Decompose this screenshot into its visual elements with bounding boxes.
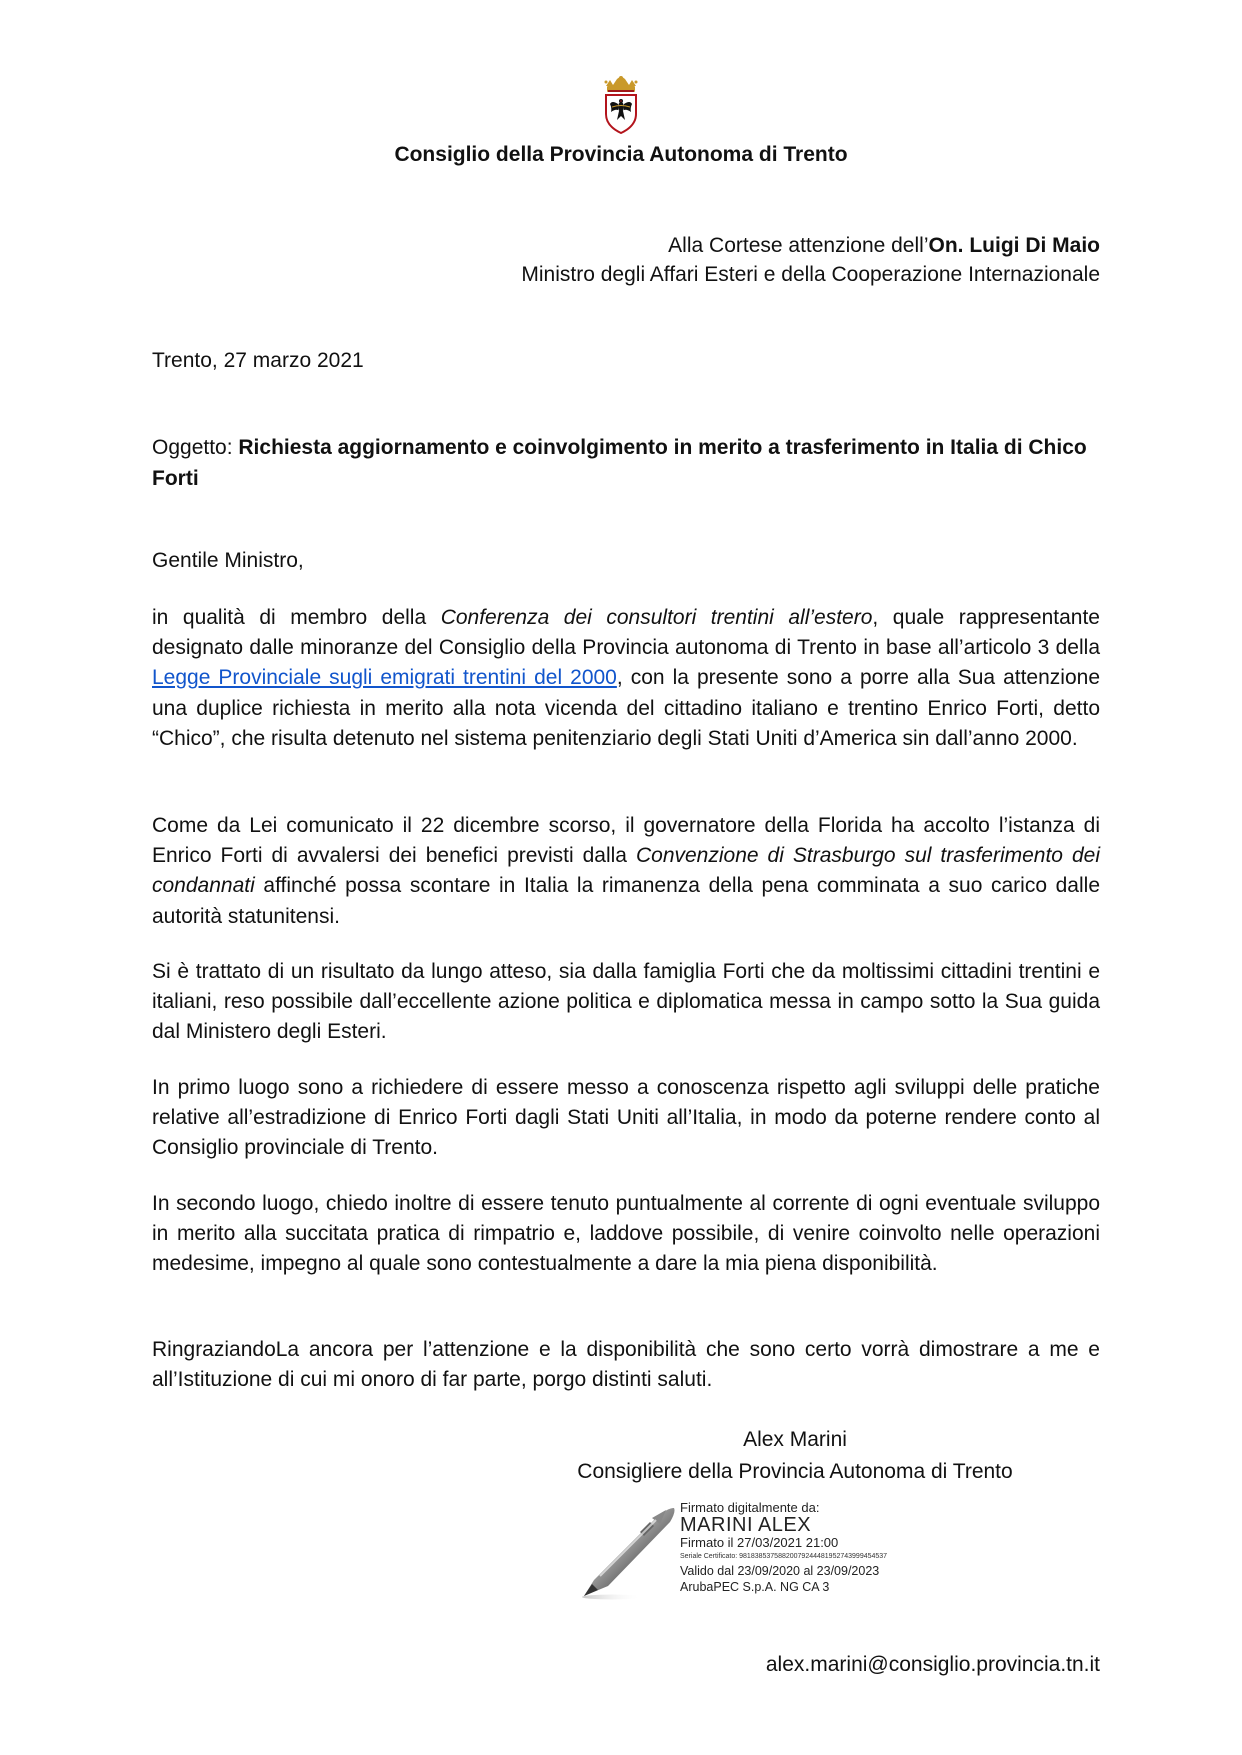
subject-label: Oggetto: [152,436,239,459]
salutation: Gentile Ministro, [152,549,304,572]
contact-email[interactable]: alex.marini@consiglio.provincia.tn.it [765,1653,1100,1676]
subject-text: Richiesta aggiornamento e coinvolgimento in merito a trasferimento in Italia di Chico Forti [152,436,1087,490]
organization-title: Consiglio della Provincia Autonoma di Trento [394,143,848,166]
certificate-validity: Valido dal 23/09/2020 al 23/09/2023 [680,1564,880,1578]
signer-name: MARINI ALEX [680,1514,812,1536]
italic-text: Convenzione di Strasburgo sul trasferimento dei condannati [152,844,1100,898]
body-paragraph: In primo luogo sono a richiedere di essere messo a conoscenza rispetto agli sviluppi delle pratiche relative all’estradizione di Enrico Forti dagli Stati Uniti all’Italia, in modo da poterne rendere conto al Consiglio provinciale di Trento. [152,1076,1100,1160]
text-run: Come da Lei comunicato il 22 dicembre scorso, il governatore della Florida ha accolto l’istanza di Enrico Forti di avvalersi dei benefici previsti dalla [152,814,1100,868]
text-run: affinché possa scontare in Italia la rimanenza della pena comminata a suo carico dalle autorità statunitensi. [152,874,1100,928]
letter-subject [152,432,1100,494]
closing-paragraph: RingraziandoLa ancora per l’attenzione e la disponibilità che sono certo vorrà dimostrare a me e all’Istituzione di cui mi onoro di far parte, porgo distinti saluti. [152,1338,1100,1392]
pen-icon [580,1502,680,1602]
signatory-name: Alex Marini [743,1428,847,1451]
recipient-prefix: Alla Cortese attenzione dell’ [668,234,929,257]
certificate-issuer: ArubaPEC S.p.A. NG CA 3 [680,1580,830,1594]
digital-signature-block [680,1500,887,1595]
signed-on: Firmato il 27/03/2021 21:00 [680,1535,839,1550]
text-run: , con la presente sono a porre alla Sua attenzione una duplice richiesta in merito alla nota vicenda del cittadino italiano e trentino Enrico Forti, detto “Chico”, che risulta detenuto nel sistema penitenziario degli Stati Uniti d’America sin dall’anno 2000. [152,666,1100,750]
recipient-line [668,234,1100,258]
recipient-title: Ministro degli Affari Esteri e della Cooperazione Internazionale [521,263,1100,286]
law-link[interactable]: Legge Provinciale sugli emigrati trentini del 2000 [152,666,617,690]
italic-text: Conferenza dei consultori trentini all’estero [440,606,873,629]
letter-date: Trento, 27 marzo 2021 [152,349,364,372]
coat-of-arms-icon [603,76,639,134]
certificate-serial: Seriale Certificato: 98183853758820079244481952743999454537 [680,1553,888,1560]
body-paragraph: Si è trattato di un risultato da lungo atteso, sia dalla famiglia Forti che da moltissimi cittadini trentini e italiani, reso possibile dall’eccellente azione politica e diplomatica messa in campo sotto la Sua guida dal Ministero degli Esteri. [152,960,1100,1044]
signatory-role: Consigliere della Provincia Autonoma di Trento [577,1460,1013,1483]
recipient-name: On. Luigi Di Maio [928,234,1100,257]
signed-by-label: Firmato digitalmente da: [680,1500,820,1515]
body-paragraph: In secondo luogo, chiedo inoltre di essere tenuto puntualmente al corrente di ogni eventuale sviluppo in merito alla succitata pratica di rimpatrio e, laddove possibile, di venire coinvolto nelle operazioni medesime, impegno al quale sono contestualmente a dare la mia piena disponibilità. [152,1192,1100,1276]
text-run: in qualità di membro della [152,606,441,629]
body-paragraph [152,603,1100,754]
body-paragraph [152,811,1100,932]
text-run: , quale rappresentante designato dalle minoranze del Consiglio della Provincia autonoma di Trento in base all’articolo 3 della [152,606,1100,660]
